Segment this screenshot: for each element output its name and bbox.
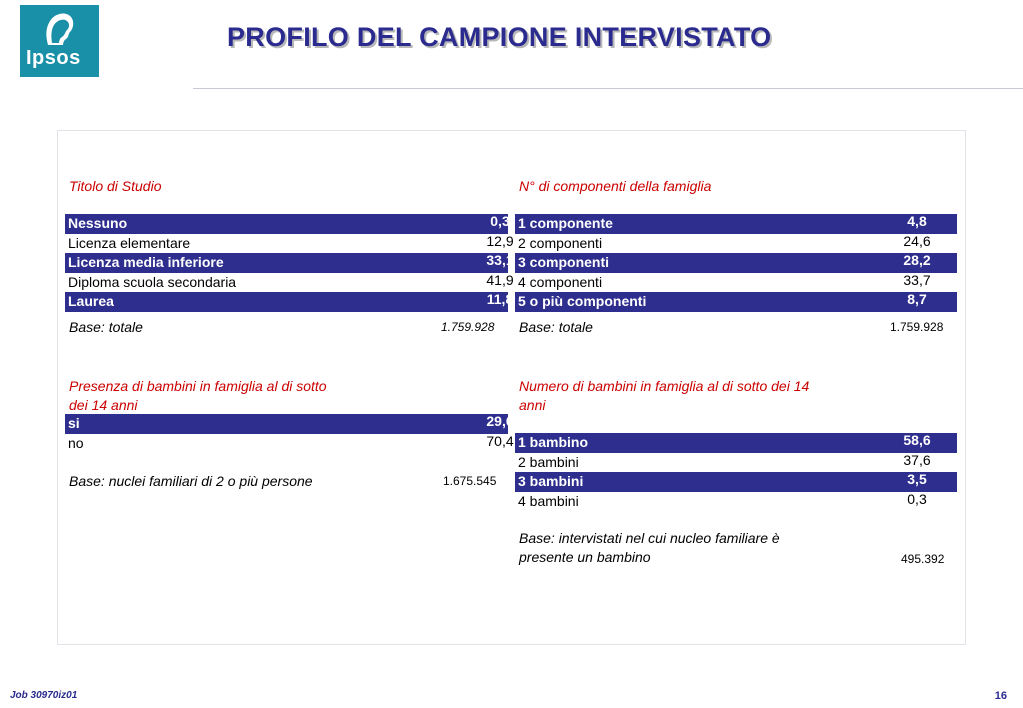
table-row bbox=[65, 271, 514, 293]
row-value: 3,5 bbox=[907, 471, 927, 487]
head-silhouette-icon bbox=[42, 9, 76, 47]
table-row bbox=[515, 433, 957, 453]
table-presenza bbox=[65, 413, 514, 453]
table-row bbox=[515, 273, 957, 293]
section-title-line: dei 14 anni bbox=[69, 397, 138, 413]
row-label: 3 bambini bbox=[518, 473, 584, 489]
base-label-numero bbox=[519, 529, 780, 567]
base-label-presenza: Base: nuclei familiari di 2 o più persone bbox=[69, 473, 313, 489]
section-title-presenza bbox=[69, 377, 327, 415]
table-row bbox=[515, 234, 957, 254]
table-componenti bbox=[515, 214, 957, 312]
ipsos-logo bbox=[20, 5, 99, 77]
table-row bbox=[515, 472, 957, 492]
row-label: 2 componenti bbox=[518, 234, 603, 251]
row-label: 4 bambini bbox=[518, 492, 579, 509]
base-label-line: presente un bambino bbox=[519, 549, 651, 565]
section-title-line: Presenza di bambini in famiglia al di sotto bbox=[69, 378, 327, 394]
page-title: PROFILO DEL CAMPIONE INTERVISTATO bbox=[227, 22, 772, 52]
job-code: Job 30970iz01 bbox=[10, 690, 78, 701]
row-label: Diploma scuola secondaria bbox=[68, 273, 237, 290]
row-label: Licenza elementare bbox=[68, 234, 191, 251]
row-value: 33,7 bbox=[903, 271, 931, 288]
table-numero bbox=[515, 433, 957, 511]
row-label: 2 bambini bbox=[518, 453, 579, 470]
table-row bbox=[515, 253, 957, 273]
row-label: 1 componente bbox=[518, 215, 613, 231]
row-value: 41,9 bbox=[486, 271, 514, 288]
row-value: 0,3 bbox=[907, 490, 927, 507]
table-row bbox=[515, 492, 957, 512]
row-value: 12,9 bbox=[486, 232, 514, 249]
row-label: no bbox=[68, 434, 84, 451]
section-title-componenti: N° di componenti della famiglia bbox=[519, 178, 712, 194]
page-number: 16 bbox=[994, 690, 1007, 702]
row-value: 4,8 bbox=[907, 213, 927, 229]
base-value-numero: 495.392 bbox=[901, 552, 945, 566]
base-value-studio: 1.759.928 bbox=[441, 320, 495, 334]
table-row bbox=[65, 432, 514, 454]
section-title-line: Numero di bambini in famiglia al di sotto dei 14 bbox=[519, 378, 810, 394]
base-value-presenza: 1.675.545 bbox=[443, 474, 497, 488]
table-row bbox=[65, 413, 514, 434]
row-value: 8,7 bbox=[907, 291, 927, 307]
row-label: 4 componenti bbox=[518, 273, 603, 290]
row-label: si bbox=[68, 415, 80, 431]
table-row bbox=[65, 291, 514, 312]
row-label: Laurea bbox=[68, 293, 114, 309]
section-title-line: anni bbox=[519, 397, 546, 413]
row-value: 33,1 bbox=[486, 252, 514, 268]
row-label: Nessuno bbox=[68, 215, 128, 231]
table-studio bbox=[65, 213, 514, 312]
row-value: 58,6 bbox=[903, 432, 931, 448]
base-label-componenti: Base: totale bbox=[519, 319, 593, 335]
base-label-line: Base: intervistati nel cui nucleo familiare è bbox=[519, 530, 780, 546]
table-row bbox=[515, 453, 957, 473]
table-row bbox=[65, 252, 514, 273]
base-label-studio: Base: totale bbox=[69, 319, 143, 335]
table-row bbox=[515, 214, 957, 234]
row-value: 28,2 bbox=[903, 252, 931, 268]
section-title-numero bbox=[519, 377, 809, 415]
base-value-componenti: 1.759.928 bbox=[890, 320, 944, 334]
row-value: 11,8 bbox=[486, 291, 514, 307]
row-value: 37,6 bbox=[903, 451, 931, 468]
row-label: 5 o più componenti bbox=[518, 293, 647, 309]
row-label: 3 componenti bbox=[518, 254, 610, 270]
header-divider bbox=[193, 88, 1023, 89]
row-label: 1 bambino bbox=[518, 434, 589, 450]
section-title-studio: Titolo di Studio bbox=[69, 178, 162, 194]
row-value: 70,4 bbox=[486, 432, 514, 449]
table-row bbox=[515, 292, 957, 312]
table-row bbox=[65, 232, 514, 254]
row-label: Licenza media inferiore bbox=[68, 254, 224, 270]
row-value: 29,6 bbox=[486, 413, 514, 429]
row-value: 24,6 bbox=[903, 232, 931, 249]
table-row bbox=[65, 214, 508, 234]
row-value: 0,3 bbox=[490, 213, 510, 229]
logo-text: Ipsos bbox=[26, 47, 81, 69]
